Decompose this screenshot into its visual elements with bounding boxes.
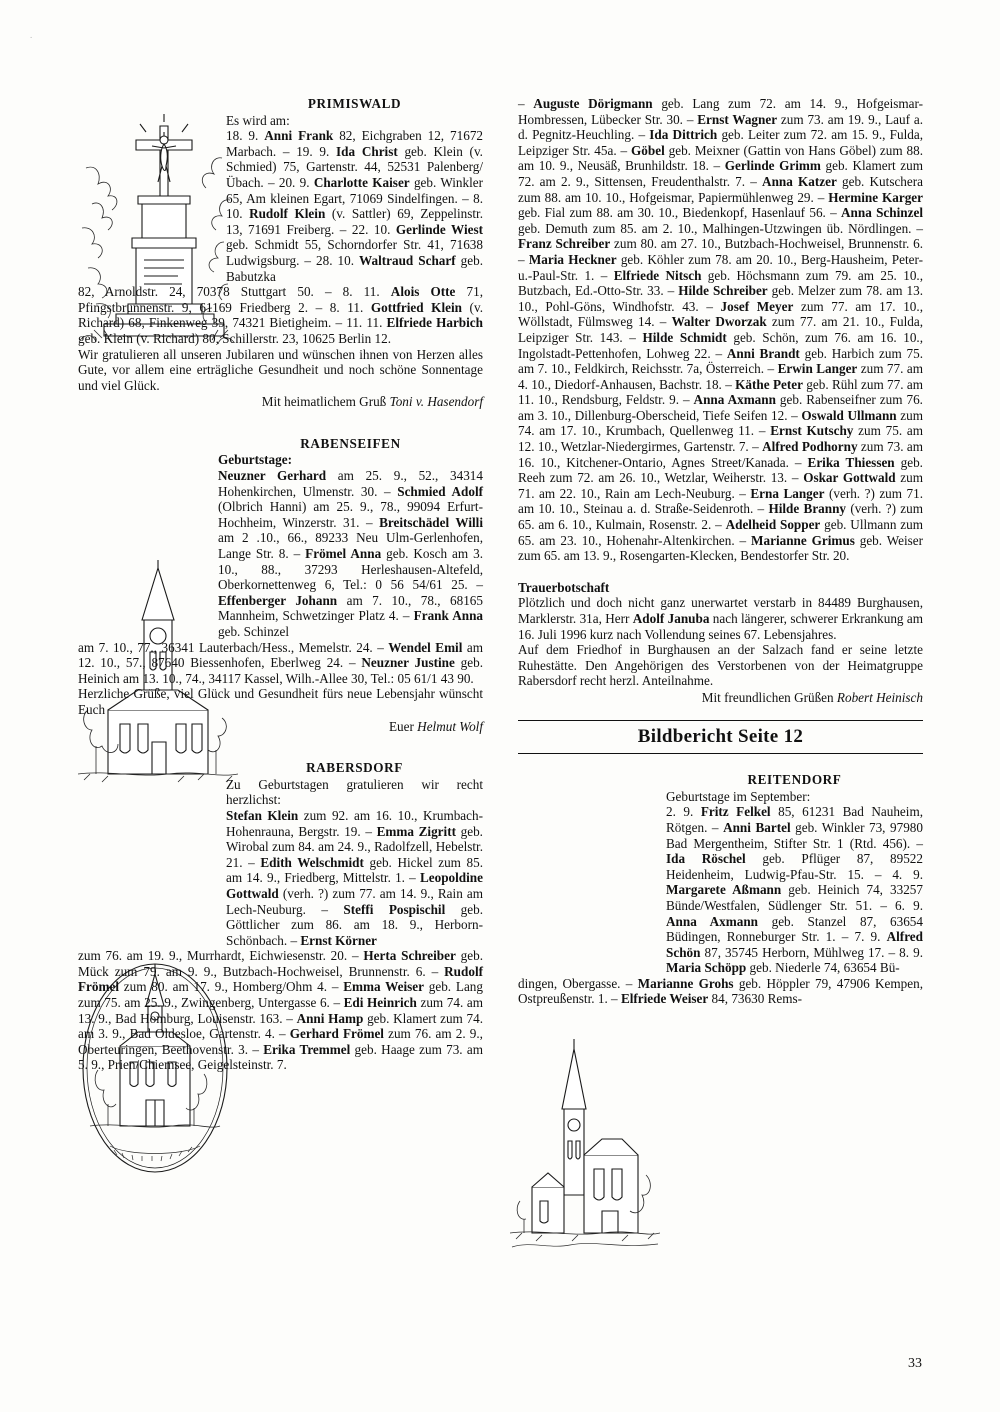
- page-number: 33: [908, 1356, 922, 1371]
- rabersdorf-birthday-list-indented: Zu Geburtstagen gratulieren wir recht herzlichst: Stefan Klein zum 92. am 16. 10., Krumbach-Hohenrauna, Bergstr. 19. – Emma Zigritt geb. Wirobal zum 84. am 24. 9., Radolfzell, Hebelstr. 21. – Edith Welschmidt geb. Hickel zum 85. am 14. 9., Friedberg, Mittelstr. 1. – Leopoldine Gottwald (verh. ?) zum 77. am 14. 9., Rain am Lech-Neuburg. – Steffi Pospischil geb. Göttlicher zum 86. am 18. 9., Herborn-Schönbach. – Ernst Körner: [226, 776, 484, 948]
- scan-artifact: .: [30, 30, 33, 40]
- rabenseifen-birthday-list: am 7. 10., 77., 36341 Lauterbach/Hess., Memelstr. 24. – Wendel Emil am 12. 10., 57., 87640 Biessenhofen, Eberlweg 24. – Neuzner Justine geb. Heinich am 13. 10., 74., 34117 Kassel, Wilh.-Allee 30, Tel.: 05 61/1 43 90.: [78, 639, 483, 686]
- rabenseifen-birthday-list-indented: Neuzner Gerhard am 25. 9., 52., 34314 Hohenkirchen, Ulmenstr. 30. – Schmied Adolf (Olbrich Hanni) am 25. 9., 78., 99094 Erfurt-Hochheim, Winzerstr. 31. – Breitschädel Willi am 2 .10., 66., 89233 Neu Ulm-Gerlenhofen, Lange Str. 8. – Frömel Anna geb. Kosch am 3. 10., 88., 37293 Herleshausen-Altefeld, Oberkornettenweg 6, Tel.: 0 56 54/61 25. – Effenberger Johann am 7. 10., 78., 68165 Mannheim, Schwetzinger Platz 4. – Frank Anna geb. Schinzel: [218, 468, 484, 639]
- right-column: [518, 96, 923, 1007]
- rabersdorf-birthday-list: zum 76. am 19. 9., Murrhardt, Eichwiesenstr. 20. – Herta Schreiber geb. Mück zum 79. am 9. 9., Butzbach-Hochweisel, Brunnenstr. 6. – Rudolf Frömel zum 80. am 17. 9., Homberg/Ohm 4. – Emma Weiser geb. Lang zum 75. am 25. 9., Zwingenberg, Untergasse 6. – Edi Heinrich zum 74. am 13. 9., Bad Homburg, Louisenstr. 163. – Anni Hamp geb. Klamert zum 74. am 3. 9., Bad Oldesloe, Gartenstr. 4. – Gerhard Frömel zum 76. am 2. 9., Oberteuringen, Beethovenstr. 3. – Erika Tremmel geb. Haage zum 73. am 5. 9., Prien/Chiemsee, Geigelsteinstr. 7.: [78, 948, 484, 1073]
- bildbericht-title: Bildbericht Seite 12: [637, 725, 804, 747]
- left-column: [78, 96, 483, 1073]
- text-columns: [78, 96, 923, 1346]
- section-title-reitendorf: REITENDORF: [747, 772, 842, 788]
- primiswald-signature: Mit heimatlichem Gruß Toni v. Hasendorf: [261, 394, 483, 410]
- reitendorf-birthday-list-indented: Geburtstage im September: 2. 9. Fritz Felkel 85, 61231 Bad Nauheim, Rötgen. – Anni Bartel geb. Winkler 73, 97980 Bad Mergentheim, Stifter Str. 1 (Rtd. 456). – Ida Röschel geb. Pflüger 87, 89522 Heidenheim, Ludwig-Pfau-Str. 15. – 4. 9. Margarete Aßmann geb. Heinich 74, 33257 Bünde/Westfalen, Südlenger Str. 51. – 6. 9. Anna Axmann geb. Stanzel 87, 63654 Büdingen, Ronneburger Str. 1. – 7. 9. Alfred Schön 87, 35745 Herborn, Mühlweg 17. – 8. 9. Maria Schöpp geb. Niederle 74, 63654 Bü-: [666, 788, 923, 976]
- bildbericht-band: [518, 720, 923, 755]
- primiswald-birthday-list: 82, Arnoldstr. 24, 70378 Stuttgart 50. – 8. 11. Alois Otte 71, Pfingstbrunnenstr. 9, 61169 Friedberg 2. – 8. 11. Gottfried Klein (v. Richard) 68, Finkenweg 39, 74321 Bietigheim. – 11. 11. Elfriede Harbich geb. Klein (v. Richard) 80, Schillerstr. 23, 10625 Berlin 12.: [78, 284, 483, 346]
- reitendorf-birthday-list: dingen, Obergasse. – Marianne Grohs geb. Höppler 79, 47906 Kempen, Ostpreußenstr. 1. – Elfriede Weiser 84, 73630 Rems-: [518, 975, 923, 1007]
- rabenseifen-signature: Euer Helmut Wolf: [388, 718, 483, 734]
- trauerbotschaft-heading: Trauerbotschaft: [518, 579, 610, 595]
- primiswald-birthday-list-indented: 18. 9. Anni Frank 82, Eichgraben 12, 71672 Marbach. – 19. 9. Ida Christ geb. Klein (v. Schmied) 75, Gartenstr. 44, 52531 Palenberg/Übach. – 20. 9. Charlotte Kaiser geb. Winkler 65, Am kleinen Egart, 71069 Sindelfingen. – 8. 10. Rudolf Klein (v. Sattler) 69, Zeppelinstr. 13, 71691 Freiberg. – 22. 10. Gerlinde Wiest geb. Schmidt 55, Schorndorfer Str. 41, 71638 Ludwigsburg. – 28. 10. Waltraud Scharf geb. Babutzka: [226, 128, 484, 284]
- rabenseifen-closing: Herzliche Grüße, viel Glück und Gesundheit fürs neue Lebensjahr wünscht Euch: [78, 686, 483, 717]
- section-title-rabenseifen: RABENSEIFEN: [300, 435, 401, 451]
- primiswald-closing: Wir gratulieren all unseren Jubilaren und wünschen ihnen von Herzen alles Gute, vor allem eine erträgliche Gesundheit und noch schöne Sonnentage und viel Glück.: [78, 346, 483, 393]
- primiswald-lead: Es wird am:: [226, 112, 290, 128]
- section-title-primiswald: PRIMISWALD: [307, 96, 402, 111]
- trauerbotschaft-body: Plötzlich und doch nicht ganz unerwartet verstarb in 84489 Burghausen, Marklerstr. 31a, Herr Adolf Januba nach längerer, schwerer Erkrankung am 16. Juli 1996 kurz nach Vollendung seines 67. Lebensjahres. Auf dem Friedhof in Burghausen an der Salzach fand er seine letzte Ruhestätte. Den Angehörigen des Verstorbenen von der Heimatgruppe Rabersdorf recht herzl. Anteilnahme.: [518, 595, 923, 689]
- rabenseifen-subtitle: Geburtstage:: [218, 452, 292, 468]
- section-title-rabersdorf: RABERSDORF: [306, 760, 403, 776]
- rabersdorf-birthday-continuation: – Auguste Dörigmann geb. Lang zum 72. am 14. 9., Hofgeismar-Hombressen, Lübecker Str. 30. – Ernst Wagner zum 73. am 19. 9., Lauf a. d. Pegnitz-Heuchling. – Ida Dittrich geb. Leiter zum 72. am 15. 9., Fulda, Leipziger Str. 45a. – Göbel geb. Meixner (Gattin von Hans Göbel) zum 88. am 10. 9., Neusäß, Brunhildstr. 18. – Gerlinde Grimm geb. Klamert zum 72. am 2. 9., Sittensen, Freudenthalstr. 7. – Anna Katzer geb. Kutschera zum 88. am 10. 10., Hofgeismar, Papiermühlenweg 29. – Hermine Karger geb. Fial zum 88. am 30. 10., Biedenkopf, Hasenlauf 56. – Anna Schinzel geb. Demuth zum 85. am 2. 10., Malhingen-Utzwingen üb. Nördlingen. – Franz Schreiber zum 80. am 27. 10., Butzbach-Hochweisel, Brunnenstr. 6. – Maria Heckner geb. Köhler zum 78. am 20. 10., Berg-Hausheim, Peter-u.-Paul-Str. 1. – Elfriede Nitsch geb. Höchsmann zum 79. am 25. 10., Butzbach, Ed.-Otto-Str. 33. – Hilde Schreiber geb. Melzer zum 78. am 13. 10., Pohl-Göns, Windhofstr. 43. – Josef Meyer zum 77. am 17. 10., Wöllstadt, Fülmsweg 14. – Walter Dworzak zum 77. am 21. 10., Fulda, Leipziger Str. 143. – Hilde Schmidt geb. Schön, zum 76. am 16. 10., Ingolstadt-Pettenhofen, Lohweg 22. – Anni Brandt geb. Harbich zum 75. am 7. 10., Feldkirch, Reichsstr. 7a, Österreich. – Erwin Langer zum 77. am 4. 10., Diedorf-Anhausen, Bachstr. 18. – Käthe Peter geb. Rühl zum 77. am 11. 10., Rendsburg, Feldstr. 9. – Anna Axmann geb. Rabenseifner zum 76. am 3. 10., Dillenburg-Oberscheid, Tiefe Seifen 12. – Oswald Ullmann zum 74. am 17. 10., Krumbach, Quellenweg 11. – Ernst Kutschy zum 75. am 12. 10., Wetzlar-Niedergirmes, Gartenstr. 7. – Alfred Podhorny zum 73. am 16. 10., Kitchener-Ontario, Agnes Street/Kanada. – Erika Thiessen geb. Reeh zum 72. am 26. 10., Wetzlar, Weiherstr. 13. – Oskar Gottwald zum 71. am 22. 10., Rain am Lech-Neuburg. – Erna Langer (verh. ?) zum 71. am 10. 10., Steinau a. d. Straße-Seidenroth. – Hilde Branny (verh. ?) zum 65. am 6. 10., Kulmain, Rosenstr. 2. – Adelheid Sopper geb. Ullmann zum 65. am 23. 10., Hohenahr-Altenkirchen. – Marianne Grimus geb. Weiser zum 65. am 13. 9., Rosengarten-Klecken, Bendestorfer Str. 20.: [518, 96, 924, 564]
- trauerbotschaft-signature: Mit freundlichen Grüßen Robert Heinisch: [701, 689, 923, 705]
